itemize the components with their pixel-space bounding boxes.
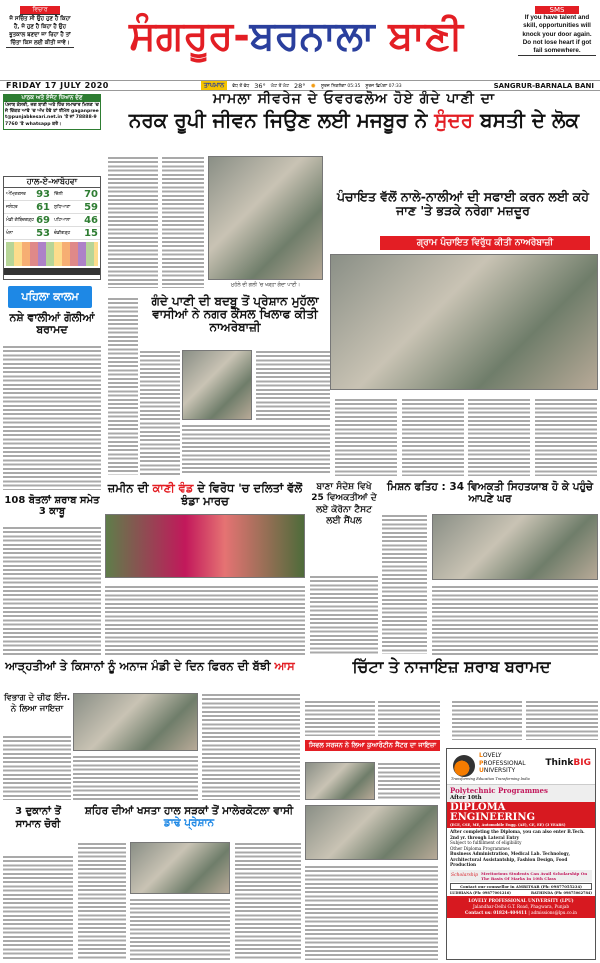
- issue-date: FRIDAY 17 JULY 2020: [6, 81, 109, 90]
- aqi-scale: [6, 242, 98, 266]
- contact-amritsar: Contact our counsellor in AMRITSAR (Ph: 09877055234): [450, 883, 592, 890]
- story-body: [3, 526, 101, 656]
- quote-text: ਜੋ ਸਚਿੰਤ ਸੀ ਉਹ ਹੁਣ ਹੈ ਕਿਹਾ ਹੈ, ਜੋ ਹੁਣ ਹੈ ਕਿਹਾ ਹੈ ਉਹ ਭੂਤਕਾਲ ਬਣਦਾ ਜਾ ਰਿਹਾ ਹੈ ਤਾਂ ਚਿੰਤਾ ਕਿਸ ਲਈ ਕੀਤੀ ਜਾਵੇ।: [9, 16, 71, 46]
- lead-headline-red: ਸੁੰਦਰ: [434, 108, 474, 132]
- title-part2: ਬਰਨਾਲਾ: [249, 13, 375, 59]
- lpu-tagline: Transforming Education Transforming India: [451, 777, 530, 781]
- uni-address: Jalandhar-Delhi G.T. Road, Phagwara, Punjab: [472, 903, 570, 909]
- city-name: ਪਟਿਆਲਾ: [54, 218, 71, 223]
- notice-title: ਪਾਠਕ ਅਤੇ ਏਜੰਟ ਧਿਆਨ ਦੇਣ: [4, 95, 100, 102]
- row3-headline-a: ਆੜ੍ਹਤੀਆਂ ਤੇ ਕਿਸਾਨਾਂ ਨੂੰ ਅਨਾਜ ਮੰਡੀ ਦੇ ਦਿਨ ਫਿਰਨ ਦੀ ਬੱਝੀ: [5, 659, 275, 673]
- row2-body: [105, 585, 305, 655]
- quote-label: ਵਿਚਾਰ: [20, 6, 60, 15]
- office-photo: [305, 805, 438, 860]
- chitta-body: [378, 700, 440, 736]
- lpu-wordmark: [479, 752, 526, 775]
- title-dash: -: [233, 13, 250, 59]
- nrega-photo: [330, 254, 598, 390]
- after-10th: After 10th: [450, 795, 482, 801]
- lead-photo: [208, 156, 323, 280]
- right-redbar: ਗ੍ਰਾਮ ਪੰਚਾਇਤ ਵਿਰੁੱਧ ਕੀਤੀ ਨਾਅਰੇਬਾਜ਼ੀ: [380, 236, 590, 250]
- middle-headline[interactable]: ਬਾਣਾ ਸੰਦੇਸ਼ ਵਿਖੇ 25 ਵਿਅਕਤੀਆਂ ਦੇ ਲਏ ਕੋਰੋਨਾ ਟੈਸਟ ਲਈ ਸੈਂਪਲ: [311, 482, 377, 526]
- aqi-footer: [4, 268, 100, 275]
- sunrise: ਸੂਰਜ ਨਿਕਲੇਗਾ 05:35: [321, 83, 361, 89]
- row4-body: [130, 898, 230, 960]
- lpu-emblem-icon: [453, 755, 475, 777]
- row4-body: [305, 865, 438, 960]
- road-photo: [130, 842, 230, 894]
- lead-kicker: ਮਾਮਲਾ ਸੀਵਰੇਜ ਦੇ ਓਵਰਫਲੋਅ ਹੋਏ ਗੰਦੇ ਪਾਣੀ ਦਾ: [212, 91, 496, 107]
- mission-body: [432, 585, 598, 655]
- sms-box: [518, 6, 596, 56]
- lead-body: [108, 297, 138, 475]
- weather-city: [52, 188, 100, 201]
- city-name: ਦਿੱਲੀ: [54, 192, 63, 197]
- protest-photo: [182, 350, 252, 420]
- flag-march-photo: [105, 514, 305, 578]
- chitta-body: [378, 762, 440, 800]
- weather-city: [52, 227, 100, 240]
- lead-headline-a: ਨਰਕ ਰੂਪੀ ਜੀਵਨ ਜਿਉਣ ਲਈ ਮਜਬੂਰ ਨੇ: [128, 108, 435, 132]
- lpu-logo: [447, 749, 595, 785]
- mission-headline[interactable]: ਮਿਸ਼ਨ ਫਤਿਹ : 34 ਵਿਅਕਤੀ ਸਿਹਤਯਾਬ ਹੋ ਕੇ ਪਹੁੰਚੇ ਆਪਣੇ ਘਰ: [386, 481, 594, 505]
- uni-phone: Contact us: 01824-404411: [465, 909, 527, 915]
- row2-headline[interactable]: [105, 482, 305, 507]
- row3-body: [202, 693, 300, 800]
- city-name: ਅੰਮ੍ਰਿਤਸਰ: [6, 192, 26, 197]
- think-text: Think: [545, 758, 574, 768]
- title-part3: ਬਾਣੀ: [388, 13, 463, 59]
- civil-surgeon-redbar: ਸਿਵਲ ਸਰਜਨ ਨੇ ਲਿਆ ਕੁਆਰੰਟੀਨ ਸੈਂਟਰ ਦਾ ਜਾਇਜ਼ਾ: [305, 740, 440, 751]
- uni-name: LOVELY PROFESSIONAL UNIVERSITY (LPU): [468, 897, 574, 903]
- row4-headline-blue: ਡਾਢੇ ਪ੍ਰੇਸ਼ਾਨ: [163, 816, 215, 829]
- weather-city: [52, 201, 100, 214]
- lead-headline-b: ਬਸਤੀ ਦੇ ਲੋਕ: [473, 108, 580, 132]
- title-part1: ਸੰਗਰੂਰ: [129, 13, 234, 59]
- weather-title: ਹਾਲ-ਏ-ਆਬੋਹਵਾ: [4, 177, 100, 188]
- logo-text: OVELY: [482, 752, 502, 759]
- aqi-value: 70: [84, 188, 98, 200]
- logo-letter: P: [479, 759, 484, 767]
- lead-body: [162, 156, 204, 288]
- story-title[interactable]: 3 ਦੁਕਾਨਾਂ ਤੋਂ ਸਾਮਾਨ ਚੋਰੀ: [15, 806, 61, 830]
- min-temp-label: ਘੱਟ ਤੋਂ ਘੱਟ: [270, 83, 290, 89]
- right-headline[interactable]: ਪੰਚਾਇਤ ਵੱਲੋਂ ਨਾਲੇ-ਨਾਲੀਆਂ ਦੀ ਸਫਾਈ ਕਰਨ ਲਈ ਕਹੇ ਜਾਣ 'ਤੇ ਭੜਕੇ ਨਰੇਗਾ ਮਜ਼ਦੂਰ: [337, 189, 589, 218]
- contact-bathinda: BATHINDA (Ph: 09875062784): [531, 890, 592, 895]
- sub-headline[interactable]: ਗੰਦੇ ਪਾਣੀ ਦੀ ਬਦਬੂ ਤੋਂ ਪ੍ਰੇਸ਼ਾਨ ਮੁਹੱਲਾ ਵਾਸੀਆਂ ਨੇ ਨਗਰ ਕੌਂਸਲ ਖਿਲਾਫ ਕੀਤੀ ਨਾਅਰੇਬਾਜ਼ੀ: [151, 294, 319, 335]
- middle-body: [310, 575, 378, 655]
- lead-photo-caption: ਮੁਹੱਲੇ ਦੀ ਗਲੀ 'ਚ ਖੜ੍ਹਾ ਗੰਦਾ ਪਾਣੀ।: [230, 282, 301, 288]
- sunset: ਸੂਰਜ ਛਿਪੇਗਾ 07:33: [365, 83, 402, 89]
- right-body: [335, 398, 397, 476]
- row4-headline[interactable]: [78, 806, 300, 829]
- story-body: [3, 345, 101, 490]
- weather-city: [4, 188, 52, 201]
- right-body: [468, 398, 530, 476]
- edition-name: SANGRUR-BARNALA BANI: [493, 81, 594, 90]
- row2-headline-red: ਕਾਣੀ ਵੰਡ: [152, 481, 194, 495]
- city-name: ਲੁਧਿਆਣਾ: [54, 205, 71, 210]
- column-label: ਪਹਿਲਾ ਕਾਲਮ: [8, 286, 92, 308]
- aqi-value: 15: [84, 227, 98, 239]
- mission-photo: [432, 514, 598, 580]
- weather-city: [52, 214, 100, 227]
- logo-letter: U: [479, 767, 484, 774]
- aqi-value: 59: [84, 201, 98, 213]
- lead-body: [108, 156, 158, 288]
- masthead-title: [80, 12, 512, 60]
- scholarship-text: Meritorious Students Can Avail Scholarship On The Basis Of Marks In 10th Class: [481, 870, 588, 881]
- logo-letter: L: [479, 752, 483, 759]
- row3-headline[interactable]: [0, 660, 300, 673]
- weather-city: [4, 227, 52, 240]
- chitta-body: [452, 700, 522, 740]
- lateral-entry: After completing the Diploma, you can also enter B.Tech. 2nd yr. through Lateral Entry: [450, 829, 585, 840]
- story-title[interactable]: ਨਸ਼ੇ ਵਾਲੀਆਂ ਗੋਲੀਆਂ ਬਰਾਮਦ: [9, 311, 95, 337]
- story-title[interactable]: ਵਿਭਾਗ ਦੇ ਚੀਫ ਇੰਜ. ਨੇ ਲਿਆ ਜਾਇਜ਼ਾ: [3, 693, 71, 715]
- branches: (ECE, CSE, ME, Automobile Engg. (AE), CE, EE) (3 YEARS): [450, 823, 566, 827]
- aqi-value: 69: [36, 214, 50, 226]
- row3-headline-red: ਆਸ: [274, 659, 295, 673]
- aqi-value: 46: [84, 214, 98, 226]
- weather-city: [4, 214, 52, 227]
- sun-icon: ✹: [310, 81, 316, 90]
- quote-box: [6, 6, 74, 48]
- mission-body: [382, 514, 427, 654]
- city-name: ਚੰਡੀਗੜ੍ਹ: [54, 231, 71, 236]
- max-temp: 36°: [254, 81, 266, 90]
- sms-label: SMS: [535, 6, 579, 14]
- story-title[interactable]: 108 ਬੋਤਲਾਂ ਸ਼ਰਾਬ ਸਮੇਤ 3 ਕਾਬੂ: [4, 495, 100, 517]
- aqi-value: 93: [36, 188, 50, 200]
- mandi-photo: [73, 693, 198, 751]
- story-body: [3, 735, 71, 800]
- row4-headline-a: ਸ਼ਹਿਰ ਦੀਆਂ ਖਸਤਾ ਹਾਲ ਸੜਕਾਂ ਤੋਂ ਮਾਲੇਰਕੋਟਲਾ ਵਾਸੀ: [84, 805, 294, 817]
- date-bar: [0, 80, 600, 91]
- weather-city: [4, 201, 52, 214]
- eligibility-note: Subject to fulfillment of eligibility: [450, 840, 522, 845]
- sub-body: [182, 424, 330, 475]
- diploma-title: DIPLOMA ENGINEERING: [450, 802, 536, 823]
- lpu-advertisement[interactable]: LOVELY PROFESSIONAL UNIVERSITY ThinkBIG Transforming Education Transforming India Polytechnic Programmes After 10th DIPLOMA ENGINEERING (ECE, CSE, ME, Automobile Engg. (AE), CE, EE) (3 YEARS) After completing the Diploma, you can also enter B.Tech. 2nd yr. through Lateral Entry Subject to fulfillment of eligibility Other Diploma Programmes Business Administration, Medical Lab. Technology, Architectural Assistantship, Fashion Design, Food Production Scholarship Meritorious Students Can Avail Scholarship On The Basis Of Marks In 10th Class Contact our counsellor in AMRITSAR (Ph: 09877055234) LUDHIANA (Ph: 09877001216) BATHINDA (Ph: 09875062784) LOVELY PROFESSIONAL UNIVERSITY (LPU) Jalandhar-Delhi G.T. Road, Phagwara, Punjab Contact us: 01824-404411 | admissions@lpu.co.in: [446, 748, 596, 960]
- weather-box: [3, 176, 101, 280]
- chitta-body: [305, 700, 375, 736]
- other-programmes-label: Other Diploma Programmes: [450, 845, 510, 851]
- row4-body: [235, 842, 301, 960]
- city-name: ਖੰਨਾ: [6, 231, 13, 236]
- logo-text: ROFESSIONAL: [483, 759, 526, 767]
- city-name: ਜਲੰਧਰ: [6, 205, 18, 210]
- sub-body: [256, 350, 330, 420]
- chitta-body: [526, 700, 598, 740]
- aqi-value: 61: [36, 201, 50, 213]
- city-name: ਮੰਡੀ ਗੋਬਿੰਦਗੜ੍ਹ: [6, 218, 34, 223]
- civil-surgeon-photo: [305, 762, 375, 800]
- logo-text: NIVERSITY: [483, 767, 516, 774]
- max-temp-label: ਵੱਧ ਤੋਂ ਵੱਧ: [232, 83, 250, 89]
- aqi-value: 53: [36, 227, 50, 239]
- story-body: [3, 855, 73, 960]
- scholarship-badge: Scholarship: [451, 873, 479, 878]
- programme-title: Polytechnic Programmes: [450, 786, 548, 795]
- temp-label: ਤਾਪਮਾਨ: [201, 81, 227, 90]
- min-temp: 28°: [294, 81, 306, 90]
- notice-text: ਪੰਜਾਬ ਕੇਸਰੀ, ਜਗ ਬਾਣੀ ਅਤੇ ਹਿੰਦ ਸਮਾਚਾਰ ਮਿਲਣ 'ਚ ਜੇ ਦਿੱਕਤ ਆਵੇ 'ਚ ਅੱਖ ਹੋਵੇ ਤਾਂ ਈਮੇਲ gaganpreet@punjabkesari.net.in 'ਤੇ ਜਾਂ 78888-97760 'ਤੇ whatsapp ਕਰੋ।: [5, 103, 99, 127]
- lead-headline[interactable]: [108, 109, 600, 131]
- row2-headline-b: ਦੇ ਵਿਰੋਧ 'ਚ ਦਲਿਤਾਂ ਵੱਲੋਂ ਝੰਡਾ ਮਾਰਚ: [181, 481, 303, 508]
- row4-body: [78, 842, 126, 960]
- right-body: [535, 398, 597, 476]
- uni-email[interactable]: admissions@lpu.co.in: [531, 909, 577, 915]
- reader-notice: [3, 94, 101, 130]
- chitta-headline[interactable]: ਚਿੱਟਾ ਤੇ ਨਾਜਾਇਜ਼ ਸ਼ਰਾਬ ਬਰਾਮਦ: [352, 657, 551, 676]
- row2-headline-a: ਜ਼ਮੀਨ ਦੀ: [107, 481, 153, 495]
- other-programmes-list: Business Administration, Medical Lab. Technology, Architectural Assistantship, Fashion Design, Food Production: [450, 851, 570, 867]
- right-body: [402, 398, 464, 476]
- sms-text: If you have talent and skill, opportunities will knock your door again. Do not lose heart if got fail somewhere.: [522, 14, 592, 55]
- row3-body: [73, 755, 198, 800]
- big-text: BIG: [573, 758, 591, 768]
- contact-ludhiana: LUDHIANA (Ph: 09877001216): [450, 890, 511, 895]
- sub-body: [140, 350, 180, 475]
